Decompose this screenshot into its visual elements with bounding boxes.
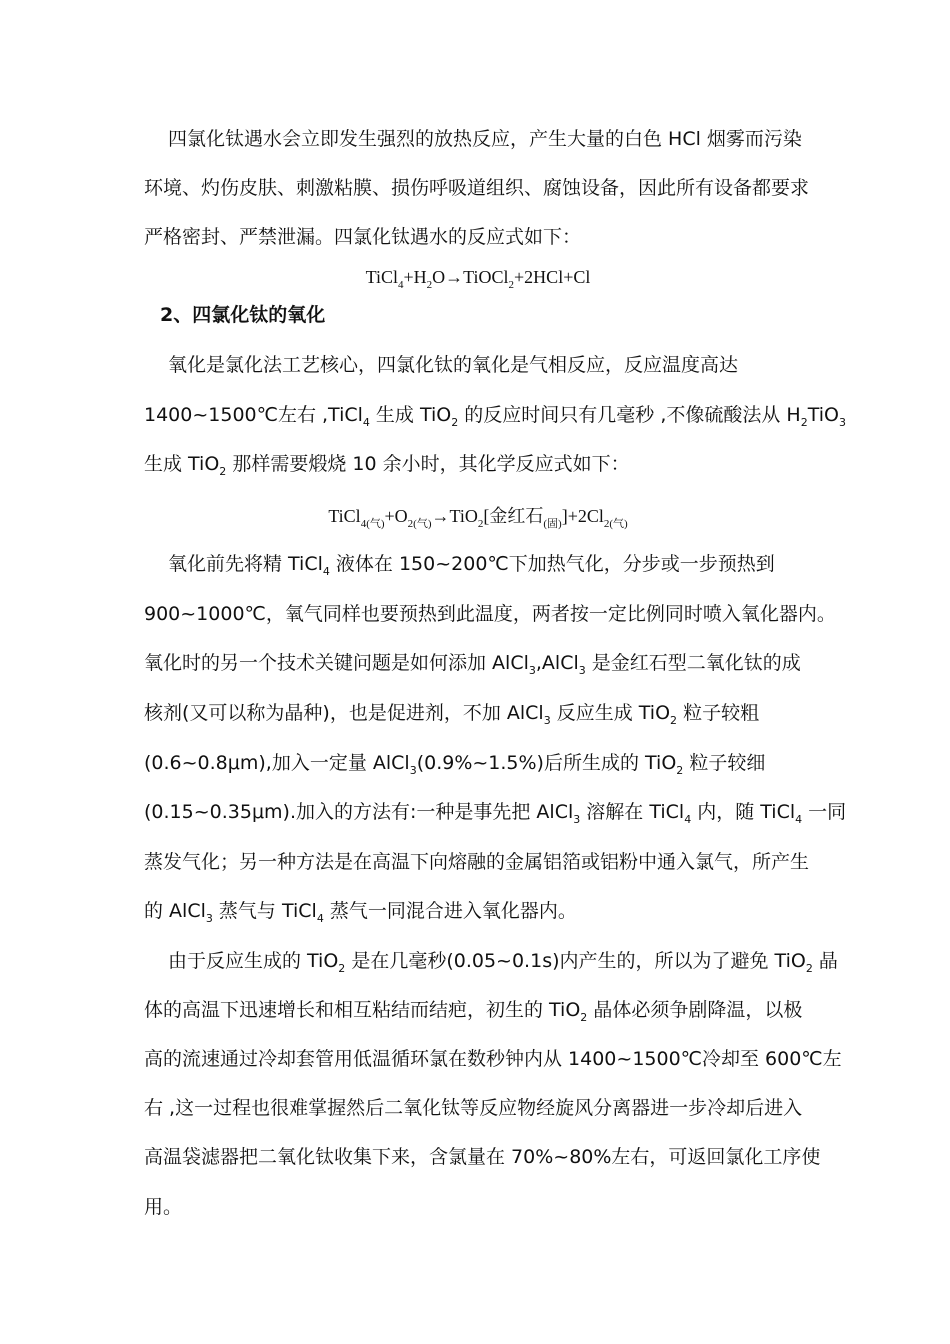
text-line: 氧化是氯化法工艺核心，四氯化钛的氧化是气相反应，反应温度高达 (168, 354, 739, 376)
text-line: 900~1000℃，氧气同样也要预热到此温度，两者按一定比例同时喷入氧化器内。 (144, 603, 836, 625)
text-line: 高的流速通过冷却套管用低温循环氯在数秒钟内从 1400~1500℃冷却至 600℃左 (144, 1048, 842, 1070)
text-line: 氧化时的另一个技术关键问题是如何添加 AlCl$_3$,AlCl$_3$ 是金红石型二氧化钛的成 (144, 652, 801, 677)
text-line: 四氯化钛遇水会立即发生强烈的放热反应，产生大量的白色 HCl 烟雾而污染 (168, 128, 802, 150)
text-line: 生成 TiO$_2$ 那样需要煅烧 10 余小时，其化学反应式如下： (144, 453, 630, 478)
text-line: 1400~1500℃左右 ,TiCl$_4$ 生成 TiO$_2$ 的反应时间只有几毫秒 ,不像硫酸法从 $H_2TiO_3$ (144, 404, 846, 429)
section-heading: 2、四氯化钛的氧化 (160, 304, 326, 326)
reaction-equation: $TiCl_{4(气)}+O_{2(气)}\to TiO_2$[金红石$_{(固)}]+2Cl_{2(气)}$ (328, 506, 628, 530)
text-line: 右 ,这一过程也很难掌握然后二氧化钛等反应物经旋风分离器进一步冷却后进入 (144, 1097, 803, 1119)
text-line: (0.6~0.8μm),加入一定量 AlCl$_3$(0.9%~1.5%)后所生成的 TiO$_2$ 粒子较细 (144, 752, 766, 777)
text-line: 核剂(又可以称为晶种)，也是促进剂，不加 AlCl$_3$ 反应生成 TiO$_2$ 粒子较粗 (144, 702, 760, 727)
text-line: 的 AlCl$_3$ 蒸气与 TiCl$_4$ 蒸气一同混合进入氧化器内。 (144, 900, 577, 925)
text-line: 蒸发气化；另一种方法是在高温下向熔融的金属铝箔或铝粉中通入氯气，所产生 (144, 851, 810, 873)
text-line: 环境、灼伤皮肤、刺激粘膜、损伤呼吸道组织、腐蚀设备，因此所有设备都要求 (144, 177, 810, 199)
text-line: 由于反应生成的 TiO$_2$ 是在几毫秒(0.05~0.1s)内产生的，所以为了避免 TiO$_2$ 晶 (168, 950, 838, 975)
reaction-equation: $TiCl_4+H_2O\to TiOCl_2+2HCl+Cl$ (365, 267, 591, 291)
text-line: 氧化前先将精 TiCl$_4$ 液体在 150~200℃下加热气化，分步或一步预热到 (168, 553, 775, 578)
text-line: (0.15~0.35μm).加入的方法有:一种是事先把 AlCl$_3$ 溶解在 TiCl$_4$ 内，随 TiCl$_4$ 一同 (144, 801, 847, 826)
text-line: 用。 (144, 1196, 183, 1218)
text-line: 高温袋滤器把二氧化钛收集下来，含氯量在 70%~80%左右，可返回氯化工序使 (144, 1146, 821, 1168)
text-line: 严格密封、严禁泄漏。四氯化钛遇水的反应式如下： (144, 226, 582, 248)
text-line: 体的高温下迅速增长和相互粘结而结疤，初生的 TiO$_2$ 晶体必须争剧降温，以极 (144, 999, 803, 1024)
